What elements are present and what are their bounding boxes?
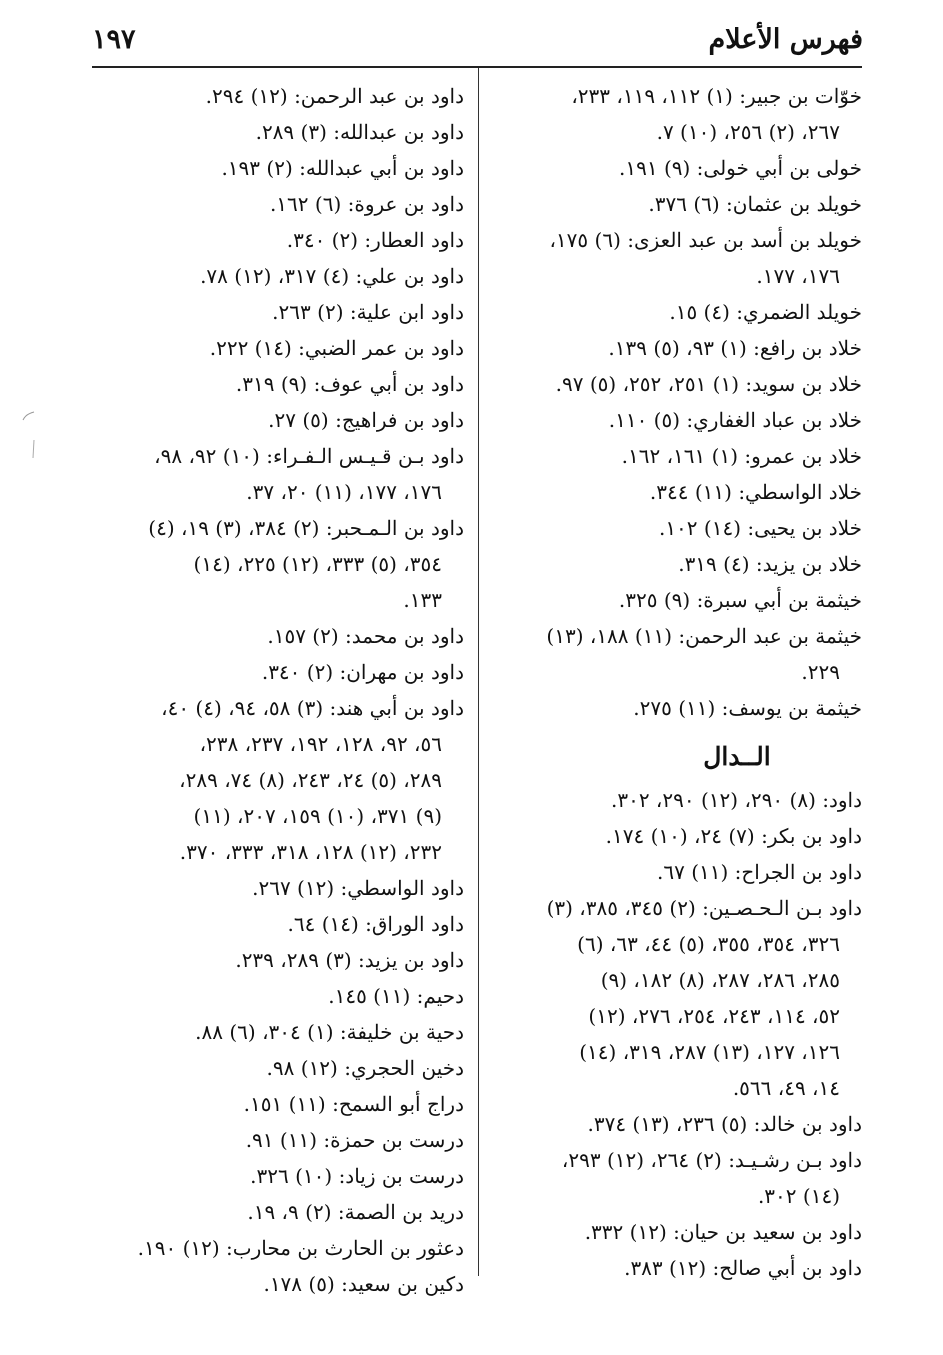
index-entry — [492, 1214, 862, 1250]
index-entry — [492, 890, 862, 1106]
index-entry — [492, 438, 862, 474]
header-rule — [92, 66, 862, 68]
entry-continuation: (٩) ٣٧١، (١٠) ١٥٩، ٢٠٧، (١١) — [193, 804, 442, 828]
index-entry — [492, 782, 862, 818]
page-number: ١٩٧ — [92, 24, 136, 55]
entry-text: درست بن حمزة: (١١) ٩١. — [245, 1128, 464, 1152]
entry-text: داود بن الـمـحبر: (٢) ٣٨٤، (٣) ١٩، (٤) — [148, 516, 464, 540]
entry-text: داود بـن قـيـس الـفـراء: (١٠) ٩٢، ٩٨، — [154, 444, 464, 468]
index-entry — [492, 1106, 862, 1142]
index-entry — [96, 1014, 464, 1050]
entry-text: خوّات بن جبير: (١) ١١٢، ١١٩، ٢٣٣، — [571, 84, 862, 108]
entry-text: داود بن أبي عوف: (٩) ٣١٩. — [235, 372, 464, 396]
entry-continuation: ٢٨٥، ٢٨٦، ٢٨٧، (٨) ١٨٢، (٩) — [600, 968, 840, 992]
entry-continuation: ٢٢٩. — [801, 660, 840, 684]
index-entry — [492, 510, 862, 546]
entry-text: دحيم: (١١) ١٤٥. — [328, 984, 464, 1008]
index-entry — [96, 870, 464, 906]
entry-text: خلاد بن يزيد: (٤) ٣١٩. — [678, 552, 862, 576]
entry-text: داود بن بكر: (٧) ٢٤، (١٠) ١٧٤. — [605, 824, 862, 848]
index-entry — [492, 818, 862, 854]
index-entry — [96, 258, 464, 294]
index-entry — [96, 150, 464, 186]
index-entry — [492, 222, 862, 294]
entry-text: داود: (٨) ٢٩٠، (١٢) ٢٩٠، ٣٠٢. — [610, 788, 862, 812]
index-entry — [492, 582, 862, 618]
entry-text: خلاد بن عباد الغفاري: (٥) ١١٠. — [608, 408, 862, 432]
entry-text: داود بن عمر الضبي: (١٤) ٢٢٢. — [209, 336, 464, 360]
index-entry — [492, 854, 862, 890]
entry-text: خلاد بن عمرو: (١) ١٦١، ١٦٢. — [621, 444, 862, 468]
left-column — [96, 78, 464, 1302]
entry-text: دريد بن الصمة: (٢) ٩، ١٩. — [247, 1200, 464, 1224]
entry-continuation: ١٢٦، ١٢٧، (١٣) ٢٨٧، ٣١٩، (١٤) — [579, 1040, 840, 1064]
index-entry — [492, 546, 862, 582]
index-entry — [96, 78, 464, 114]
index-entry — [96, 510, 464, 618]
entry-text: خيثمة بن عبد الرحمن: (١١) ١٨٨، (١٣) — [546, 624, 862, 648]
index-entry — [96, 942, 464, 978]
index-entry — [96, 222, 464, 258]
index-entry — [492, 1142, 862, 1214]
index-entry — [96, 1266, 464, 1302]
index-entry — [96, 1158, 464, 1194]
index-entry — [492, 150, 862, 186]
index-entry — [96, 1194, 464, 1230]
index-entry — [492, 366, 862, 402]
index-entry — [96, 330, 464, 366]
running-header-title: فهرس الأعلام — [708, 24, 863, 55]
entry-text: داود بن أبي عبدالله: (٢) ١٩٣. — [221, 156, 464, 180]
entry-text: داود بن مهران: (٢) ٣٤٠. — [261, 660, 464, 684]
entry-text: داود بن خالد: (٥) ٢٣٦، (١٣) ٣٧٤. — [587, 1112, 862, 1136]
entry-continuation: ٥٢، ١١٤، ٢٤٣، ٢٥٤، ٢٧٦، (١٢) — [588, 1004, 840, 1028]
entry-continuation: ١٣٣. — [403, 588, 442, 612]
entry-text: داود بـن الـحـصـين: (٢) ٣٤٥، ٣٨٥، (٣) — [546, 896, 862, 920]
index-entry — [96, 1230, 464, 1266]
entry-continuation: ٢٣٢، (١٢) ١٢٨، ٣١٨، ٣٣٣، ٣٧٠. — [179, 840, 442, 864]
entry-text: درست بن زياد: (١٠) ٣٢٦. — [250, 1164, 464, 1188]
entry-text: داود بن فراهيج: (٥) ٢٧. — [268, 408, 464, 432]
entry-text: داود الواسطي: (١٢) ٢٦٧. — [252, 876, 464, 900]
entry-text: خيثمة بن أبي سبرة: (٩) ٣٢٥. — [618, 588, 862, 612]
entry-continuation: (١٤) ٣٠٢. — [757, 1184, 840, 1208]
entry-text: خويلد بن عثمان: (٦) ٣٧٦. — [648, 192, 862, 216]
index-entry — [96, 438, 464, 510]
entry-continuation: ٢٨٩، (٥) ٢٤، ٢٤٣، (٨) ٧٤، ٢٨٩، — [179, 768, 442, 792]
index-entry — [96, 654, 464, 690]
entry-text: داود بن محمد: (٢) ١٥٧. — [267, 624, 464, 648]
index-entry — [492, 294, 862, 330]
entry-text: خويلد بن أسد بن عبد العزى: (٦) ١٧٥، — [549, 228, 862, 252]
index-entry — [492, 1250, 862, 1286]
entry-continuation: ٣٢٦، ٣٥٤، ٣٥٥، (٥) ٤٤، ٦٣، (٦) — [577, 932, 840, 956]
entry-text: داود بن سعيد بن حيان: (١٢) ٣٣٢. — [584, 1220, 862, 1244]
entry-text: داود بـن رشـيـد: (٢) ٢٦٤، (١٢) ٢٩٣، — [561, 1148, 862, 1172]
margin-scan-marks — [20, 410, 38, 480]
index-entry — [492, 618, 862, 690]
entry-text: داود ابن علية: (٢) ٢٦٣. — [272, 300, 464, 324]
entry-continuation: ٣٥٤، (٥) ٣٣٣، (١٢) ٢٢٥، (١٤) — [193, 552, 442, 576]
entry-text: داود بن أبي هند: (٣) ٥٨، ٩٤، (٤) ٤٠، — [161, 696, 464, 720]
entry-text: دكين بن سعيد: (٥) ١٧٨. — [263, 1272, 464, 1296]
index-entry — [492, 402, 862, 438]
right-column-entries-before — [492, 78, 862, 726]
index-entry — [96, 1050, 464, 1086]
entry-text: خلاد بن سويد: (١) ٢٥١، ٢٥٢، (٥) ٩٧. — [555, 372, 862, 396]
index-entry — [96, 402, 464, 438]
entry-continuation: ١٤، ٤٩، ٥٦٦. — [732, 1076, 840, 1100]
entry-text: دخين الحجري: (١٢) ٩٨. — [266, 1056, 464, 1080]
index-entry — [96, 978, 464, 1014]
entry-continuation: ٢٦٧، (٢) ٢٥٦، (١٠) ٧. — [656, 120, 840, 144]
entry-continuation: ١٧٦، ١٧٧. — [756, 264, 840, 288]
entry-text: دراج أبو السمح: (١١) ١٥١. — [243, 1092, 464, 1116]
entry-text: داود بن أبي صالح: (١٢) ٣٨٣. — [624, 1256, 862, 1280]
index-entry — [96, 690, 464, 870]
entry-text: خلاد بن رافع: (١) ٩٣، (٥) ١٣٩. — [608, 336, 862, 360]
entry-text: داود الوراق: (١٤) ٦٤. — [287, 912, 464, 936]
entry-continuation: ٥٦، ٩٢، ١٢٨، ١٩٢، ٢٣٧، ٢٣٨، — [199, 732, 442, 756]
index-entry — [96, 294, 464, 330]
index-entry — [96, 366, 464, 402]
entry-text: خلاد بن يحيى: (١٤) ١٠٢. — [658, 516, 862, 540]
entry-text: خلاد الواسطي: (١١) ٣٤٤. — [649, 480, 862, 504]
index-entry — [96, 906, 464, 942]
right-column-entries-after — [492, 782, 862, 1286]
index-entry — [492, 690, 862, 726]
entry-text: داود بن الجراح: (١١) ٦٧. — [657, 860, 862, 884]
left-column-entries — [96, 78, 464, 1302]
entry-text: داود بن عبد الرحمن: (١٢) ٢٩٤. — [205, 84, 464, 108]
index-entry — [492, 186, 862, 222]
entry-text: دعثور بن الحارث بن محارب: (١٢) ١٩٠. — [137, 1236, 464, 1260]
index-entry — [96, 618, 464, 654]
index-entry — [492, 474, 862, 510]
entry-text: داود بن عروة: (٦) ١٦٢. — [269, 192, 464, 216]
entry-continuation: ١٧٦، ١٧٧، (١١) ٢٠، ٣٧. — [246, 480, 442, 504]
entry-text: داود بن يزيد: (٣) ٢٨٩، ٢٣٩. — [235, 948, 464, 972]
right-column — [492, 78, 862, 1286]
index-entry — [96, 1086, 464, 1122]
entry-text: خولى بن أبي خولى: (٩) ١٩١. — [619, 156, 862, 180]
index-entry — [492, 330, 862, 366]
entry-text: خيثمة بن يوسف: (١١) ٢٧٥. — [633, 696, 862, 720]
entry-text: داود العطار: (٢) ٣٤٠. — [286, 228, 464, 252]
index-entry — [492, 78, 862, 150]
entry-text: داود بن عبدالله: (٣) ٢٨٩. — [255, 120, 464, 144]
entry-text: خويلد الضمري: (٤) ١٥. — [669, 300, 862, 324]
index-entry — [96, 186, 464, 222]
index-entry — [96, 1122, 464, 1158]
column-separator — [478, 68, 479, 1276]
entry-text: داود بن علي: (٤) ٣١٧، (١٢) ٧٨. — [200, 264, 464, 288]
index-entry — [96, 114, 464, 150]
section-heading-dal: الــدال — [703, 742, 771, 771]
entry-text: دحية بن خليفة: (١) ٣٠٤، (٦) ٨٨. — [195, 1020, 464, 1044]
